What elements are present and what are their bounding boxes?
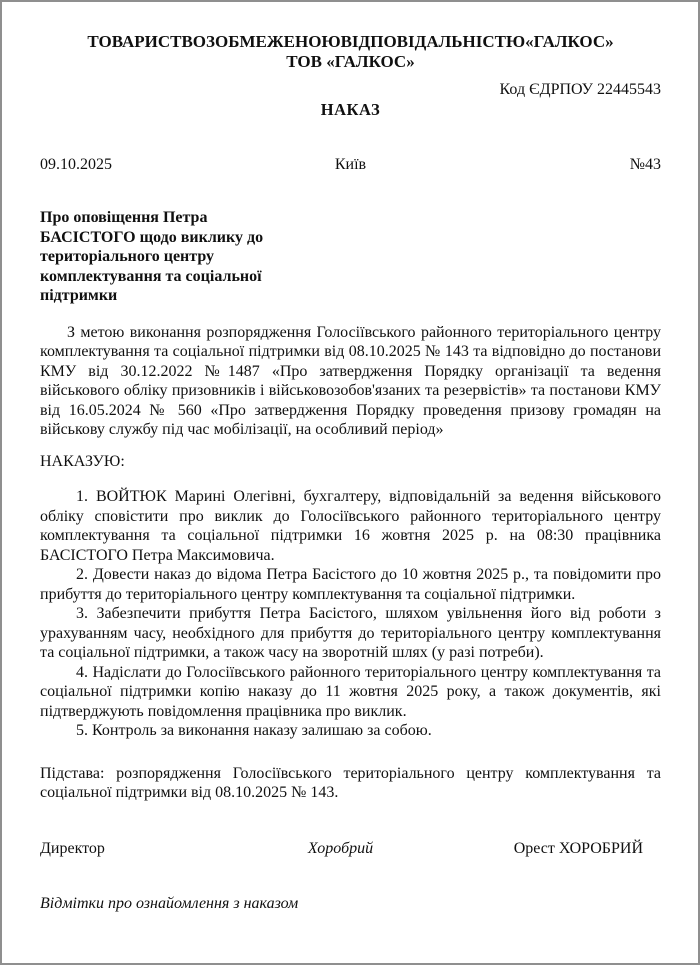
document-title: НАКАЗ	[320, 100, 381, 119]
order-item-4: 4. Надіслати до Голосіївського районного територіального центру комплектування та соціальної підтримки копію наказу до 11 жовтня 2025 року, а також документів, які підтверджують повідомлення працівника про виклик.	[40, 663, 661, 720]
document-date: 09.10.2025	[40, 156, 112, 173]
signer-position: Директор	[40, 839, 105, 857]
company-name-full: ТОВАРИСТВОЗОБМЕЖЕНОЮВІДПОВІДАЛЬНІСТЮ«ГАЛКОС»	[87, 32, 614, 51]
document-number: №43	[629, 156, 661, 173]
order-item-3: 3. Забезпечити прибуття Петра Басістого, шляхом увільнення його від роботи з урахуванням часу, необхідного для прибуття до територіального центру комплектування та соціальної підтримки, а також часу на зворотній шлях (у разі потреби).	[40, 605, 661, 661]
signer-name: Орест ХОРОБРИЙ	[513, 839, 643, 857]
preamble-paragraph: З метою виконання розпорядження Голосіївського районного територіального центру комплектування та соціальної підтримки від 08.10.2025 № 143 та відповідно до постанови КМУ від 30.12.2022 №1487 «Про затвердження Порядку організації та ведення військового обліку призовників і військовозобов'язаних та резервістів» та постанови КМУ від 16.05.2024 № 560 «Про затвердження Порядку проведення призову громадян на військову службу під час мобілізації, на особливий період»	[40, 323, 661, 438]
signature-handwritten: Хоробрий	[307, 839, 374, 857]
document-subject: Про оповіщення Петра БАСІСТОГО щодо виклику до територіального центру комплектування та соціальної підтримки	[40, 209, 264, 304]
company-header	[40, 32, 661, 72]
document-city: Київ	[334, 156, 367, 173]
acknowledgement-note: Відмітки про ознайомлення з наказом	[40, 894, 299, 912]
decree-word: НАКАЗУЮ:	[40, 452, 125, 470]
company-name-short: ТОВ «ГАЛКОС»	[286, 52, 415, 71]
order-item-5: 5. Контроль за виконання наказу залишаю за собою.	[76, 722, 432, 739]
basis-paragraph: Підстава: розпорядження Голосіївського територіального центру комплектування та соціальної підтримки від 08.10.2025 № 143.	[40, 764, 661, 801]
order-items-list	[40, 487, 661, 741]
document-meta-row	[40, 155, 661, 175]
edrpou-code: Код ЄДРПОУ 22445543	[499, 81, 661, 98]
order-item-1: 1. ВОЙТЮК Марині Олегівні, бухгалтеру, відповідальній за ведення військового обліку сповістити про виклик до Голосіївського районного територіального центру комплектування та соціальної підтримки 16 жовтня 2025 р. на 08:30 працівника БАСІСТОГО Петра Максимовича.	[40, 488, 661, 564]
order-item-2: 2. Довести наказ до відома Петра Басістого до 10 жовтня 2025 р., та повідомити про прибуття до територіального центру комплектування та соціальної підтримки.	[40, 566, 661, 603]
signature-row	[40, 839, 661, 859]
